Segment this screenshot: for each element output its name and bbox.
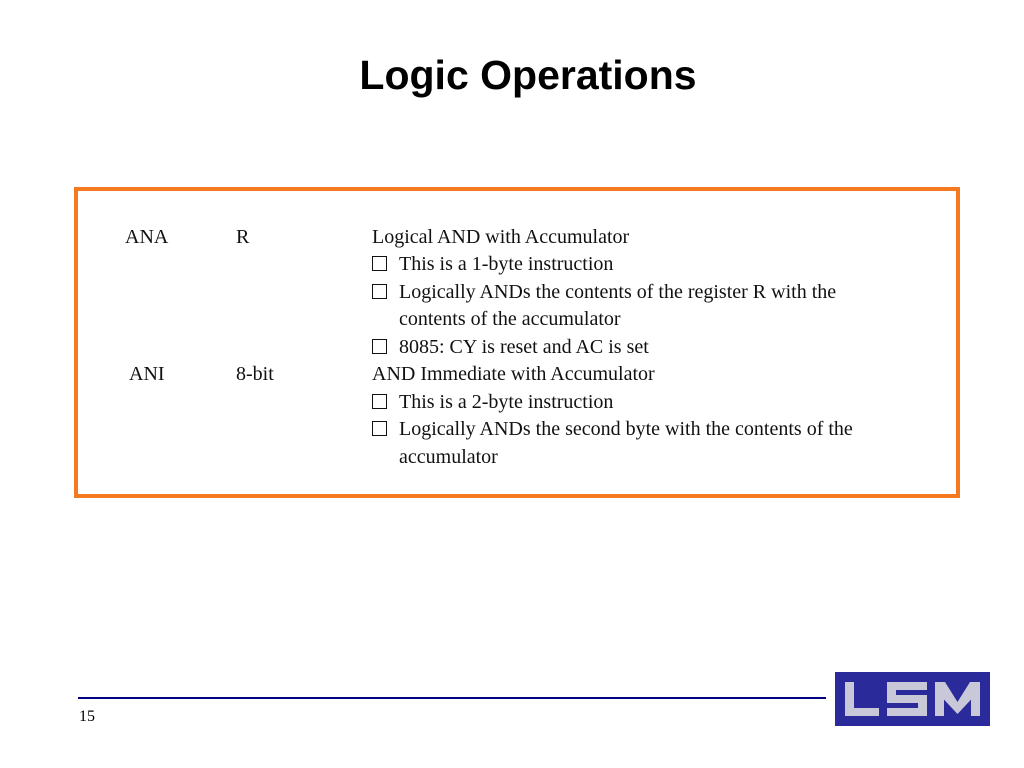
bullet-ana-2 — [372, 281, 836, 304]
bullet-ani-2 — [372, 418, 853, 441]
checkbox-icon — [372, 339, 387, 354]
checkbox-icon — [372, 394, 387, 409]
checkbox-icon — [372, 284, 387, 299]
page-number: 15 — [79, 708, 95, 725]
bullet-ani-1 — [372, 391, 613, 414]
bullet-text: Logically ANDs the contents of the register R with the — [399, 281, 837, 303]
bullet-continuation: accumulator — [399, 446, 498, 468]
bullet-text: 8085: CY is reset and AC is set — [399, 336, 649, 358]
description-ani: AND Immediate with Accumulator — [372, 363, 655, 385]
instruction-table — [74, 187, 960, 498]
operand-ana: R — [236, 226, 250, 248]
lsm-logo — [835, 672, 990, 726]
description-ana: Logical AND with Accumulator — [372, 226, 630, 248]
footer-divider — [78, 697, 826, 699]
bullet-ana-3 — [372, 336, 649, 359]
lsm-logo-icon — [835, 672, 990, 726]
bullet-text: Logically ANDs the second byte with the contents of the — [399, 418, 853, 440]
checkbox-icon — [372, 421, 387, 436]
mnemonic-ana: ANA — [125, 226, 169, 248]
operand-ani: 8-bit — [236, 363, 274, 385]
bullet-continuation: contents of the accumulator — [399, 308, 621, 330]
bullet-ana-1 — [372, 253, 613, 276]
bullet-text: This is a 1-byte instruction — [399, 253, 614, 275]
bullet-text: This is a 2-byte instruction — [399, 391, 614, 413]
mnemonic-ani: ANI — [129, 363, 165, 385]
slide-title: Logic Operations — [359, 52, 697, 98]
checkbox-icon — [372, 256, 387, 271]
